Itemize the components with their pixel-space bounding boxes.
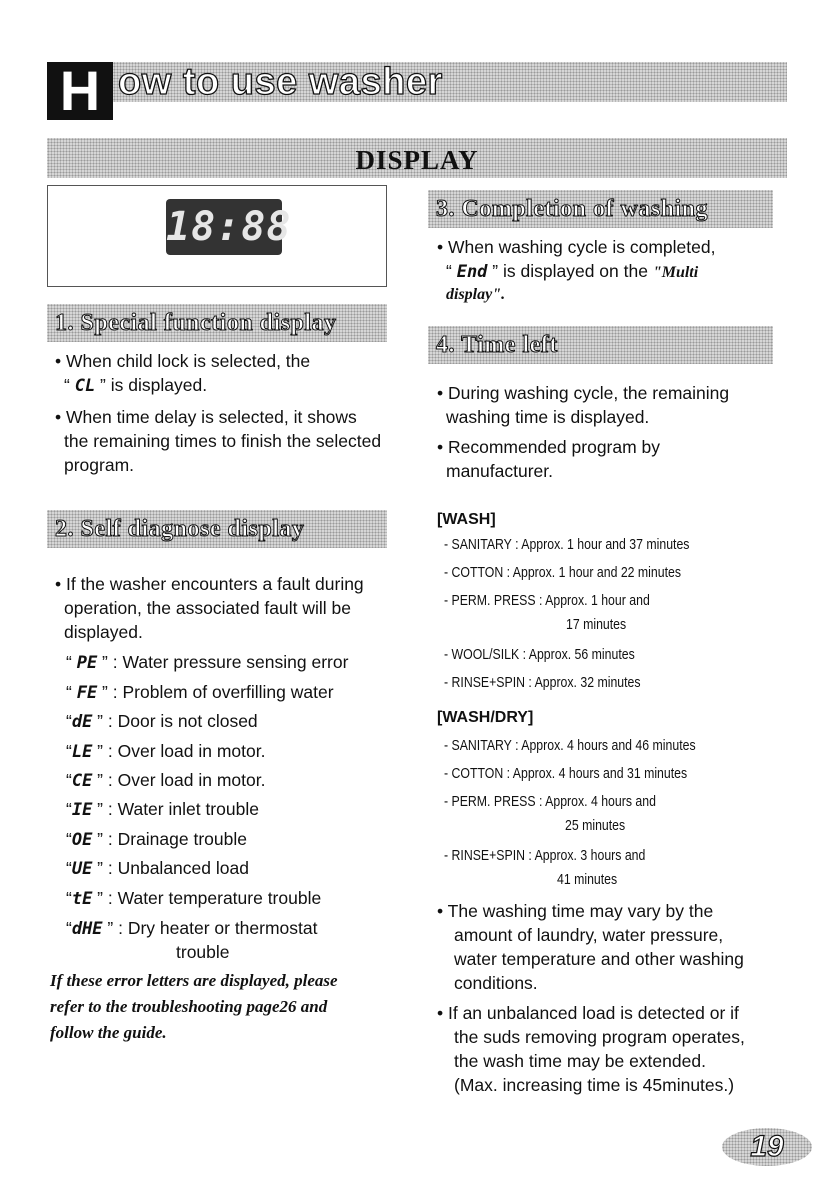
error-row: “dE ” : Door is not closed [66,711,258,732]
washdry-item: - PERM. PRESS : Approx. 4 hours and [444,793,656,810]
header-letter-box: H [47,62,113,120]
time-note2-line3: the wash time may be extended. [454,1051,706,1071]
time-note1-line1: • The washing time may vary by the [437,901,714,921]
time-note2-line4: (Max. increasing time is 45minutes.) [454,1075,735,1095]
wash-item: - COTTON : Approx. 1 hour and 22 minutes [444,564,682,581]
section3-line3: display". [446,286,506,303]
section1-title: 1. Special function display [55,310,337,336]
section2-intro-line2: operation, the associated fault will be [64,598,351,618]
error-row: “CE ” : Over load in motor. [66,770,266,791]
section1-bullet1-line2: “ CL ” is displayed. [64,375,208,396]
section4-b1-line2: washing time is displayed. [446,407,650,427]
error-row: “IE ” : Water inlet trouble [66,799,259,820]
washdry-heading: [WASH/DRY] [437,709,534,726]
error-row: “ FE ” : Problem of overfilling water [66,682,334,703]
error-code: LE [71,742,93,762]
washdry-item: - SANITARY : Approx. 4 hours and 46 minutes [444,737,696,754]
error-code: dHE [71,919,103,939]
error-desc: : Door is not closed [107,711,258,731]
error-desc: : Water temperature trouble [107,888,322,908]
page-number: 19 [750,1130,784,1163]
error-row: “tE ” : Water temperature trouble [66,888,322,909]
section4-title: 4. Time left [436,332,558,358]
error-row: “UE ” : Unbalanced load [66,858,249,879]
error-row: “LE ” : Over load in motor. [66,741,266,762]
section4-b2-line2: manufacturer. [446,461,553,481]
time-note1-line3: water temperature and other washing [454,949,744,969]
error-code: UE [71,859,93,879]
error-note-line2: refer to the troubleshooting page26 and [50,997,328,1016]
error-desc: : Over load in motor. [107,770,266,790]
error-row: “ PE ” : Water pressure sensing error [66,652,349,673]
time-note1-line4: conditions. [454,973,538,993]
section3-line1: • When washing cycle is completed, [437,237,716,257]
wash-item: - SANITARY : Approx. 1 hour and 37 minutes [444,536,690,553]
code-end: End [456,262,488,282]
error-code: FE [76,683,98,703]
wash-item: - WOOL/SILK : Approx. 56 minutes [444,646,635,663]
error-desc: : Water pressure sensing error [112,652,349,672]
header-title: ow to use washer [118,61,443,103]
wash-item-continued: 17 minutes [566,616,627,633]
time-note2-line2: the suds removing program operates, [454,1027,745,1047]
wash-heading: [WASH] [437,511,496,528]
error-row-continued: trouble [176,942,230,962]
error-desc: : Over load in motor. [107,741,266,761]
section4-b1-line1: • During washing cycle, the remaining [437,383,730,403]
time-note2-line1: • If an unbalanced load is detected or if [437,1003,739,1023]
washdry-item-continued: 25 minutes [565,817,626,834]
section2-intro-line1: • If the washer encounters a fault during [55,574,364,594]
error-desc: : Drainage trouble [107,829,247,849]
washdry-item-continued: 41 minutes [557,871,618,888]
section3-title: 3. Completion of washing [436,196,709,222]
error-row: “dHE ” : Dry heater or thermostat [66,918,318,939]
error-note-line3: follow the guide. [50,1023,167,1042]
section1-bullet1: • When child lock is selected, the [55,351,311,371]
washdry-item: - RINSE+SPIN : Approx. 3 hours and [444,847,646,864]
time-note1-line2: amount of laundry, water pressure, [454,925,724,945]
error-desc: : Dry heater or thermostat [118,918,318,938]
lcd-panel-icon: 18:88 [166,199,282,255]
error-code: PE [76,653,98,673]
error-desc: : Problem of overfilling water [112,682,334,702]
error-code: OE [71,830,93,850]
washdry-item: - COTTON : Approx. 4 hours and 31 minutes [444,765,688,782]
error-code: IE [71,800,93,820]
section4-b2-line1: • Recommended program by [437,437,661,457]
display-title: DISPLAY [355,145,479,175]
section3-line2: “ End ” is displayed on the "Multi [446,261,699,282]
error-desc: : Unbalanced load [107,858,249,878]
code-cl: CL [74,376,96,396]
error-code: dE [71,712,93,732]
section1-bullet2-line2: the remaining times to finish the selected [64,431,382,451]
error-note-line1: If these error letters are displayed, please [50,971,338,990]
section1-bullet2-line1: • When time delay is selected, it shows [55,407,357,427]
error-code: CE [71,771,93,791]
error-row: “OE ” : Drainage trouble [66,829,247,850]
wash-item: - PERM. PRESS : Approx. 1 hour and [444,592,650,609]
section2-title: 2. Self diagnose display [55,516,305,542]
error-code: tE [71,889,93,909]
wash-item: - RINSE+SPIN : Approx. 32 minutes [444,674,641,691]
section2-intro-line3: displayed. [64,622,143,642]
section1-bullet2-line3: program. [64,455,135,475]
error-desc: : Water inlet trouble [107,799,259,819]
